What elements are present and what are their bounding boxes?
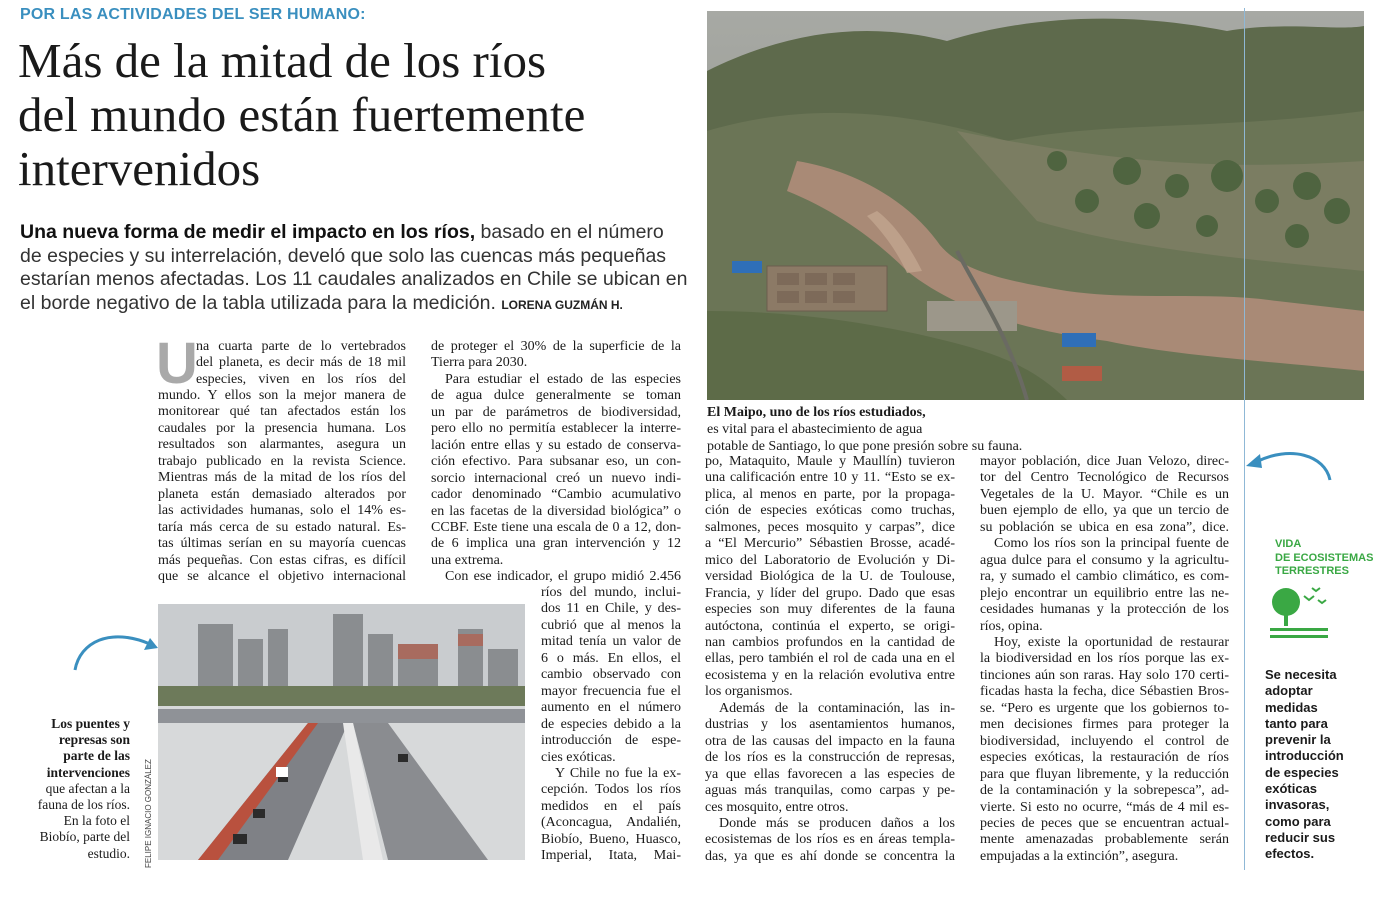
column-4 <box>980 454 1229 865</box>
body-line: cador denominado “Cambio acumulativo <box>431 487 681 503</box>
body-line: taría más cerca de su estado natural. Es- <box>158 519 406 535</box>
bridge-caption <box>10 716 130 862</box>
body-line: planeta están demasiado alterados por <box>158 486 406 502</box>
body-line: una extrema. <box>431 552 504 568</box>
body-line: cies exóticas. <box>541 749 616 765</box>
headline <box>18 34 698 196</box>
body-line: Imperial, Itata, Mai- <box>541 848 681 864</box>
sidebar-caption-line: efectos. <box>1265 846 1315 862</box>
maipo-photo-illustration <box>707 11 1364 400</box>
sidebar-caption-line: reducir sus <box>1265 829 1336 845</box>
arrow-icon <box>70 622 160 672</box>
body-line: Vegetales de la U. Mayor. “Chile es un <box>980 486 1229 502</box>
caption-line: fauna de los ríos. <box>37 797 130 813</box>
body-line: dos 11 en Chile, y des- <box>541 601 681 617</box>
lead-text: basado en el número <box>475 221 664 243</box>
column-1-top <box>196 339 406 388</box>
body-line: Biobío, Bueno, Huasco, <box>541 831 681 847</box>
body-line: de agua dulce generalmente se toman <box>431 388 681 404</box>
body-line: una calificación entre 10 y 11. “Esto se ex- <box>705 470 955 486</box>
body-line: Con ese indicador, el grupo midió 2.456 <box>445 569 681 585</box>
body-line: cambio observado con <box>541 667 681 683</box>
photo-caption-text: potable de Santiago, lo que pone presión sobre su fauna. <box>707 439 1023 454</box>
body-line: más pequeñas. Con estas cifras, es difícil <box>158 552 406 568</box>
body-line: de los ríos es la construcción de represas, <box>705 750 955 766</box>
body-line: tor del Centro Tecnológico de Recursos <box>980 470 1229 486</box>
ods-title-line: VIDA <box>1275 538 1302 550</box>
body-line: las actividades humanas, solo el 14% es- <box>158 503 406 519</box>
caption-bold-line: intervenciones <box>46 764 130 780</box>
body-line: dustrias y los asentamientos humanos, <box>705 717 955 733</box>
body-line: mitad tenía un valor de <box>541 634 681 650</box>
lead-bold: Una nueva forma de medir el impacto en los ríos, <box>20 221 476 243</box>
headline-line: Más de la mitad de los ríos <box>18 33 547 88</box>
body-line: Además de la contaminación, las in- <box>719 700 955 716</box>
body-line: monitorear qué tan afectados están los <box>158 404 406 420</box>
sidebar-caption-line: invasoras, <box>1265 797 1330 813</box>
body-line: de la contaminación y la sobrepesca”, ad- <box>980 783 1229 799</box>
body-line: de proteger el 30% de la superficie de la <box>431 339 681 354</box>
byline: LORENA GUZMÁN H. <box>501 297 623 312</box>
photo-caption-bold: El Maipo, uno de los ríos estudiados, <box>707 405 926 420</box>
body-line: ecosistemas de los ríos es en áreas templa- <box>705 832 955 848</box>
body-line: lación entre ellas y su estado de conserva- <box>431 437 681 453</box>
headline-line: intervenidos <box>18 141 261 196</box>
body-line: agua dulce para el consumo y la agricultu- <box>980 552 1229 568</box>
drop-cap: U <box>156 331 198 396</box>
body-line: plejo encontrar un equilibrio entre las ne- <box>980 585 1229 601</box>
body-line: 6 o más. En ellos, el <box>541 650 681 666</box>
body-line: Como los ríos son la principal fuente de <box>994 536 1229 552</box>
caption-bold-line: Los puentes y <box>51 716 130 731</box>
photo-caption-text: es vital para el abastecimiento de agua <box>707 422 923 437</box>
body-line: especies, viven en los ríos del <box>196 371 406 387</box>
body-line: mayor frecuencia fue el <box>541 683 681 699</box>
headline-line: del mundo están fuertemente <box>18 87 586 142</box>
body-line: ra, y sumado el cambio climático, es com- <box>980 569 1229 585</box>
body-line: especies exóticas, la restauración de ríos <box>980 750 1229 766</box>
body-line: Tierra para 2030. <box>431 355 528 371</box>
sidebar-caption-line: prevenir la <box>1265 732 1331 748</box>
body-line: Y Chile no fue la ex- <box>555 765 681 781</box>
body-line: autóctona, continúa el experto, se origi- <box>705 618 955 634</box>
body-line: su población se ubica en esa zona”, dice. <box>980 519 1229 535</box>
kicker: POR LAS ACTIVIDADES DEL SER HUMANO: <box>20 6 366 23</box>
body-line: das, ya que es ahí donde se concentra la <box>705 848 955 864</box>
body-line: tas últimas serían en su mayoría cuencas <box>158 536 406 552</box>
sidebar-divider <box>1244 8 1245 870</box>
caption-line: Biobío, parte del <box>39 829 130 845</box>
body-line: (Aconcagua, Andalién, <box>541 815 681 831</box>
body-line: de 6 implica una gran intervención y 12 <box>431 536 681 552</box>
photo-credit: FELIPE IGNACIO GONZÁLEZ <box>144 759 153 868</box>
ods-title-line: TERRESTRES <box>1275 565 1349 577</box>
body-line: a “El Mercurio” Sébastien Brosse, acadé- <box>705 536 955 552</box>
body-line: ficadas hasta la fecha, dice Sébastien Bros- <box>980 684 1229 700</box>
body-line: Mientras más de la mitad de los ríos del <box>158 470 406 486</box>
column-1 <box>158 388 406 585</box>
column-2-top <box>431 339 681 586</box>
body-line: cesidades humanas y la protección de los <box>980 602 1229 618</box>
body-line: cubrió que al menos la <box>541 617 681 633</box>
body-line: pecies de peces que se encuentran actual- <box>980 815 1229 831</box>
body-line: del planeta, es decir más de 18 mil <box>196 355 406 371</box>
body-line: ces mosquito, entre otros. <box>705 799 849 815</box>
caption-bold-line: parte de las <box>63 748 130 764</box>
body-line: ríos del mundo, inclui- <box>541 585 681 600</box>
body-line: aguas más tranquilas, como carpas y pe- <box>705 783 955 799</box>
column-3 <box>705 454 955 865</box>
body-line: empujadas a la extinción”, asegura. <box>980 848 1179 864</box>
maipo-river-photo <box>707 11 1364 400</box>
body-line: biodiversidad, incluyendo el control de <box>980 733 1229 749</box>
sidebar-caption-line: Se necesita <box>1265 667 1337 682</box>
body-line: CCBF. Este tiene una escala de 0 a 12, don- <box>431 519 681 535</box>
body-line: la biodiversidad en los ríos porque las ex- <box>980 651 1229 667</box>
sidebar-caption-line: de especies <box>1265 764 1339 780</box>
body-line: resultados son alarmantes, asegura un <box>158 437 406 453</box>
body-line: en las facetas de la diversidad biológica” o <box>431 503 681 519</box>
body-line: na cuarta parte de lo vertebrados <box>196 339 406 354</box>
sidebar-caption-line: exóticas <box>1265 781 1318 797</box>
body-line: Donde más se producen daños a los <box>719 815 955 831</box>
body-line: trabajo publicado en la revista Science. <box>158 453 406 469</box>
body-line: mayor población, dice Juan Velozo, direc- <box>980 454 1229 469</box>
body-line: especies son muy diferentes de la fauna <box>705 602 955 618</box>
photo-caption <box>707 404 1237 455</box>
lead-text: de especies y su interrelación, develó que solo las cuencas más pequeñas <box>20 244 667 267</box>
body-line: men decisiones firmes para proteger la <box>980 717 1229 733</box>
arrow-icon <box>1240 440 1340 485</box>
body-line: buen ejemplo de ello, ya que un tercio de <box>980 503 1229 519</box>
body-line: mico del Laboratorio de Evolución y Di- <box>705 552 955 568</box>
sidebar-caption-line: introducción <box>1265 748 1344 764</box>
caption-bold-line: represas son <box>58 732 130 748</box>
sidebar-caption-line: adoptar <box>1265 683 1313 699</box>
caption-line: estudio. <box>87 845 130 861</box>
body-line: cepción. Todos los ríos <box>541 782 681 798</box>
body-line: Hoy, existe la oportunidad de restaurar <box>994 634 1229 650</box>
body-line: po, Mataquito, Maule y Maullín) tuvieron <box>705 454 955 469</box>
body-line: caudales por la presencia humana. Los <box>158 420 406 436</box>
body-line: sorcio internacional creó un nuevo indi- <box>431 470 681 486</box>
bridge-photo-illustration <box>158 604 525 860</box>
body-line: que se alcance el objetivo internacional <box>158 568 406 584</box>
sidebar-caption-line: tanto para <box>1265 715 1328 731</box>
sidebar-caption-line: como para <box>1265 813 1331 829</box>
body-line: introducción de espe- <box>541 733 681 749</box>
body-line: tinciones aún son raras. Hay solo 170 certi- <box>980 667 1229 683</box>
body-line: Para estudiar el estado de las especies <box>445 371 681 387</box>
body-line: ción de especies exóticas como truchas, <box>705 503 955 519</box>
lead-text: estarían menos afectadas. Los 11 caudales analizados en Chile se ubican en <box>20 268 688 290</box>
body-line: plica, al menos en parte, por la propaga- <box>705 486 955 502</box>
lead-text: el borde negativo de la tabla utilizada para la medición. <box>20 291 502 314</box>
body-line: ecosistema y en la relación evolutiva entre <box>705 667 955 683</box>
body-line: para que fluyan libremente, y la reducción <box>980 766 1229 782</box>
tree-birds-icon <box>1268 582 1330 642</box>
body-line: un par de parámetros de biodiversidad, <box>431 404 681 420</box>
body-line: vierte. Si esto no ocurre, “más de 4 mil es- <box>980 799 1229 815</box>
column-2-bottom <box>541 585 681 865</box>
caption-line: que afectan a la <box>45 780 130 796</box>
body-line: ríos, opina. <box>980 618 1043 634</box>
body-line: pero ello no permitía establecer la interre- <box>431 421 681 437</box>
sidebar-caption <box>1265 667 1375 863</box>
caption-line: En la foto el <box>63 813 130 829</box>
sidebar-caption-line: medidas <box>1265 699 1318 715</box>
body-line: otra de las causas del impacto en la fauna <box>705 733 955 749</box>
body-line: ellas, pero también el rol de cada una en el <box>705 651 955 667</box>
body-line: ción efectivo. Para subsanar eso, un con- <box>431 454 681 470</box>
body-line: medidos en el país <box>541 798 681 814</box>
body-line: se. “Pero es urgente que los gobiernos to- <box>980 700 1229 716</box>
body-line: mente amenazadas probablemente serán <box>980 832 1229 848</box>
biobio-bridge-photo <box>158 604 525 860</box>
body-line: mundo. Y ellos son la mejor manera de <box>158 388 406 403</box>
body-line: nan cambios profundos en la cantidad de <box>705 634 955 650</box>
body-line: salmones, peces mosquito y carpas”, dice <box>705 519 955 535</box>
body-line: de especies debido a la <box>541 716 681 732</box>
body-line: ya que ellas favorecen a las especies de <box>705 766 955 782</box>
lead-paragraph <box>20 221 690 317</box>
body-line: Francia, y líder del grupo. Dado que esas <box>705 585 955 601</box>
ods-title-line: DE ECOSISTEMAS <box>1275 551 1374 564</box>
body-line: aumento en el número <box>541 700 681 716</box>
ods-goal-title <box>1275 538 1373 579</box>
body-line: versidad Biológica de la U. de Toulouse, <box>705 569 955 585</box>
body-line: los organismos. <box>705 684 793 700</box>
